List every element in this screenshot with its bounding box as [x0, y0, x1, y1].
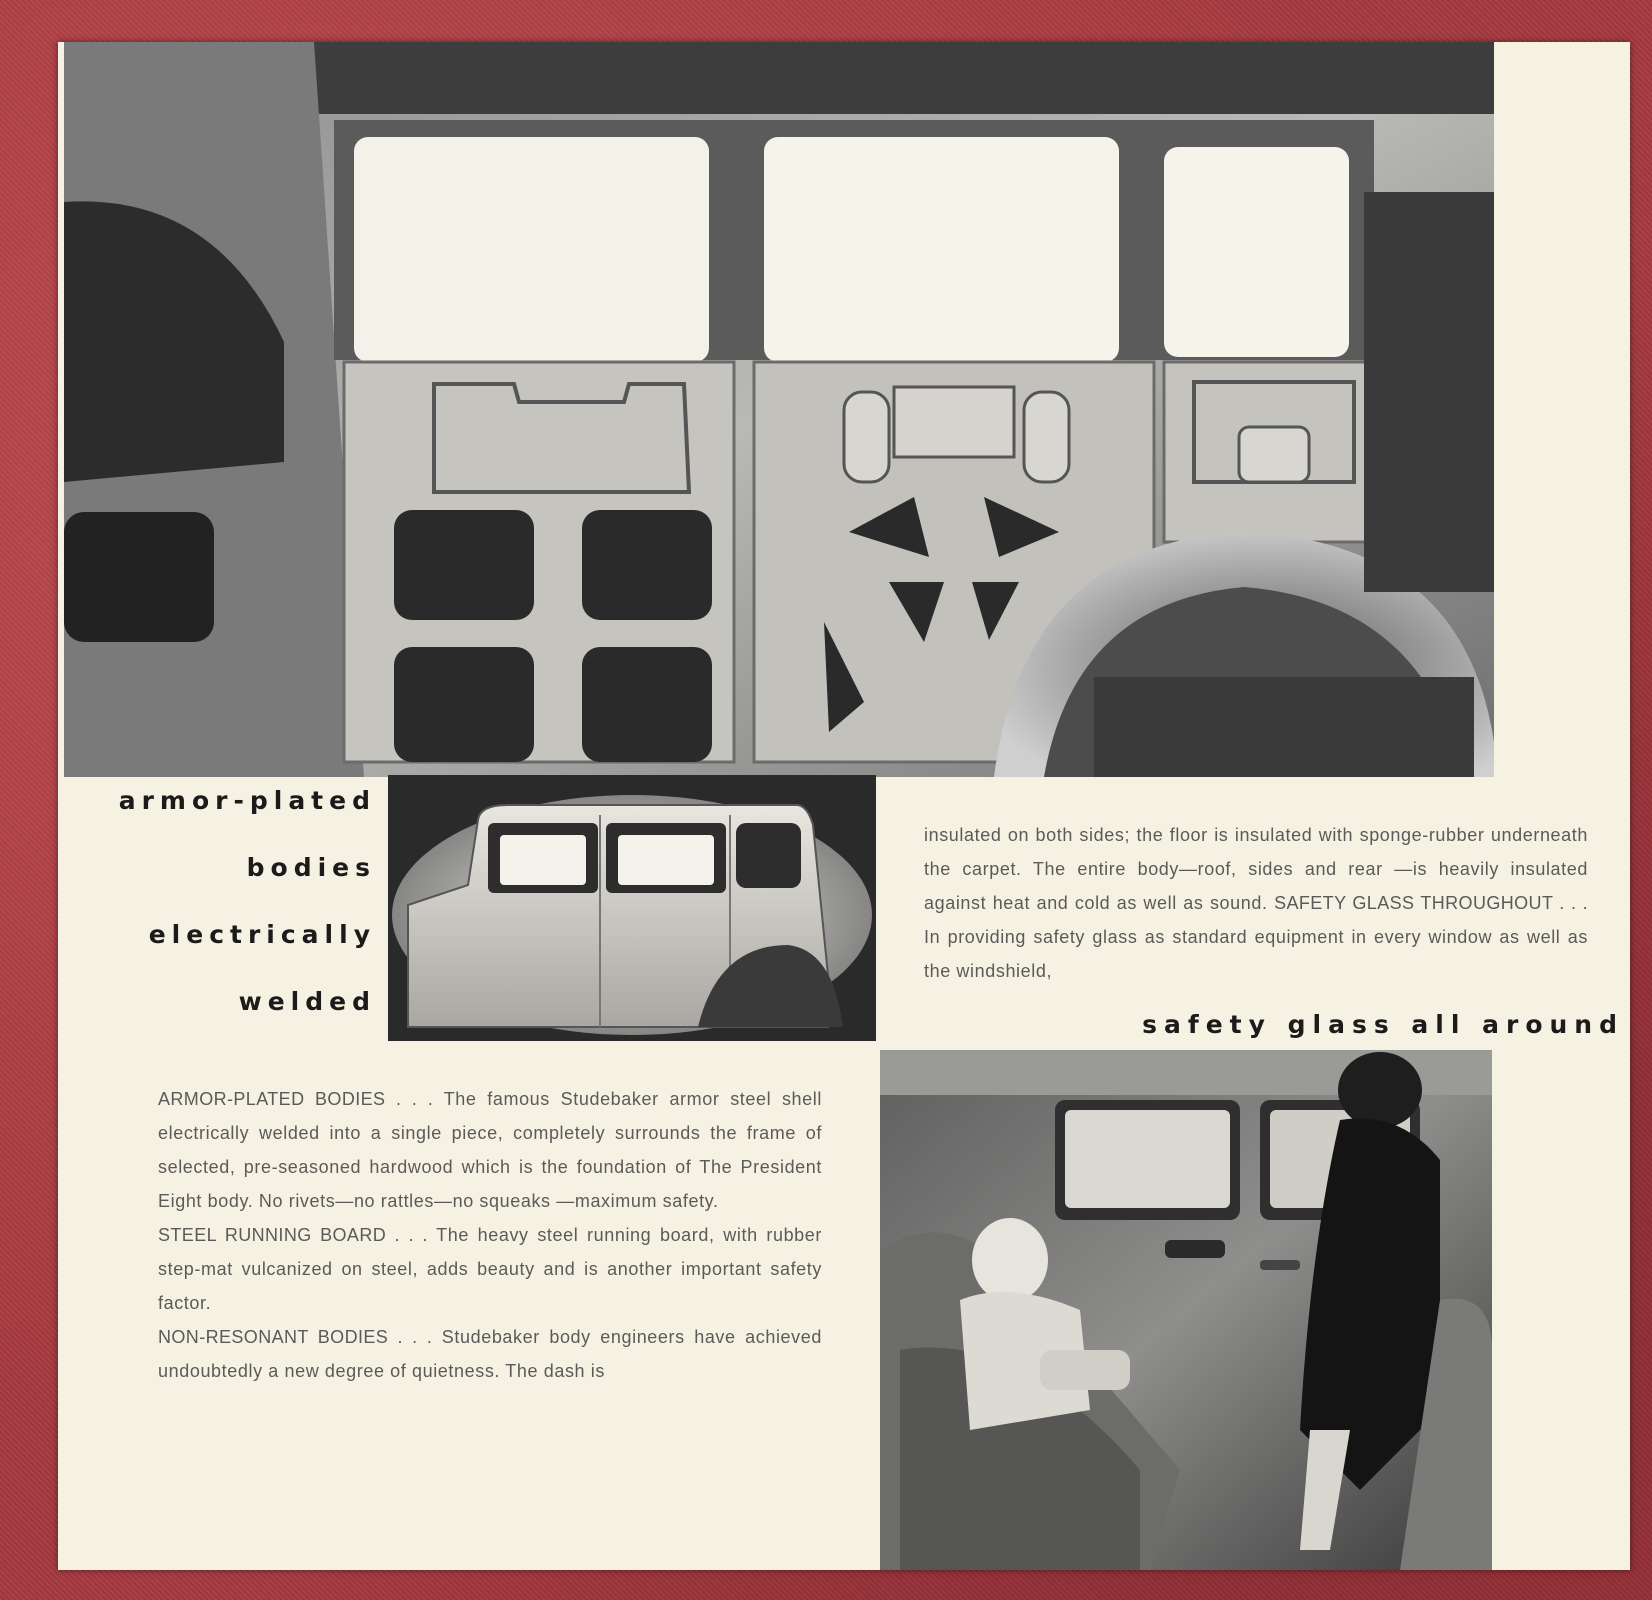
non-resonant-text: Studebaker body engineers have achieved undoubtedly a new degree of quietness. The dash is	[158, 1327, 822, 1381]
heading-line-bodies: bodies	[246, 853, 376, 882]
running-board-text: The heavy steel running board, with rubber step-mat vulcanized on steel, adds beauty and is another important safety factor.	[158, 1225, 822, 1313]
armor-plated-heading	[118, 778, 376, 1046]
car-body-shell-photo	[388, 775, 876, 1041]
heading-line-electrically: electrically	[148, 920, 376, 949]
non-resonant-lead: NON-RESONANT BODIES . . .	[158, 1327, 433, 1347]
armor-plated-lead: ARMOR-PLATED BODIES . . .	[158, 1089, 434, 1109]
heading-line-welded: welded	[238, 987, 376, 1016]
armor-plated-text: The famous Studebaker armor steel shell electrically welded into a single piece, completely surrounds the frame of selected, pre-seasoned hardwood which is the foundation of The President Eight body. No rivets—no rattles—no squeaks —maximum safety.	[158, 1089, 822, 1211]
car-interior-passengers-photo	[880, 1050, 1492, 1570]
brochure-page	[58, 42, 1630, 1570]
safety-glass-heading: safety glass all around	[1142, 1010, 1624, 1039]
right-text-column	[924, 818, 1588, 988]
safety-glass-text: In providing safety glass as standard equipment in every window as well as the windshield,	[924, 927, 1588, 981]
safety-glass-lead: SAFETY GLASS THROUGHOUT . . .	[1274, 893, 1588, 913]
body-shell-interior-photo	[64, 42, 1494, 777]
heading-line-armor-plated: armor-plated	[118, 786, 376, 815]
left-text-column	[158, 1082, 822, 1388]
insulation-text: insulated on both sides; the floor is insulated with sponge-rubber underneath the carpet. The entire body—roof, sides and rear —is heavily insulated against heat and cold as well as sound.	[924, 825, 1588, 913]
running-board-lead: STEEL RUNNING BOARD . . .	[158, 1225, 428, 1245]
